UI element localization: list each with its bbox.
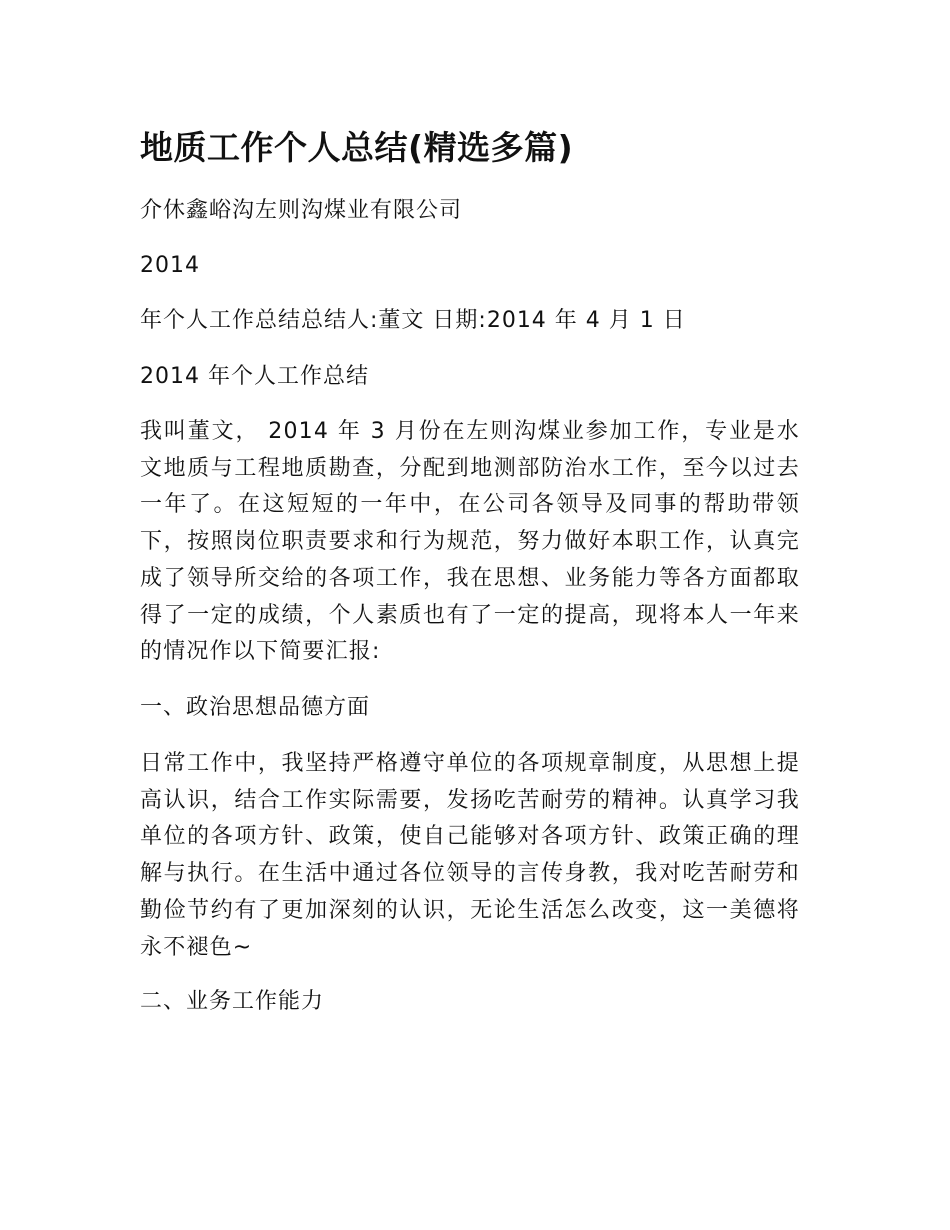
section1-paragraph: 日常工作中，我坚持严格遵守单位的各项规章制度，从思想上提高认识，结合工作实际需要，发扬吃苦耐劳的精神。认真学习我单位的各项方针、政策，使自己能够对各项方针、政策正确的理解与执行。在生活中通过各位领导的言传身教，我对吃苦耐劳和勤俭节约有了更加深刻的认识，无论生活怎么改变，这一美德将永不褪色~ bbox=[140, 751, 800, 960]
subtitle-line: 2014 年个人工作总结 bbox=[140, 364, 369, 389]
section1-heading: 一、政治思想品德方面 bbox=[140, 695, 371, 720]
section2-heading: 二、业务工作能力 bbox=[140, 989, 325, 1014]
intro-paragraph: 我叫董文， 2014 年 3 月份在左则沟煤业参加工作，专业是水文地质与工程地质勘查，分配到地测部防治水工作，至今以过去一年了。在这短短的一年中，在公司各领导及同事的帮助带领下，按照岗位职责要求和行为规范，努力做好本职工作，认真完成了领导所交给的各项工作，我在思想、业务能力等各方面都取得了一定的成绩，个人素质也有了一定的提高，现将本人一年来的情况作以下简要汇报: bbox=[140, 419, 800, 665]
company-name: 介休鑫峪沟左则沟煤业有限公司 bbox=[140, 198, 463, 223]
year-line: 2014 bbox=[140, 253, 200, 278]
document-title: 地质工作个人总结(精选多篇) bbox=[140, 128, 574, 167]
author-date-line: 年个人工作总结总结人:董文 日期:2014 年 4 月 1 日 bbox=[140, 308, 686, 333]
